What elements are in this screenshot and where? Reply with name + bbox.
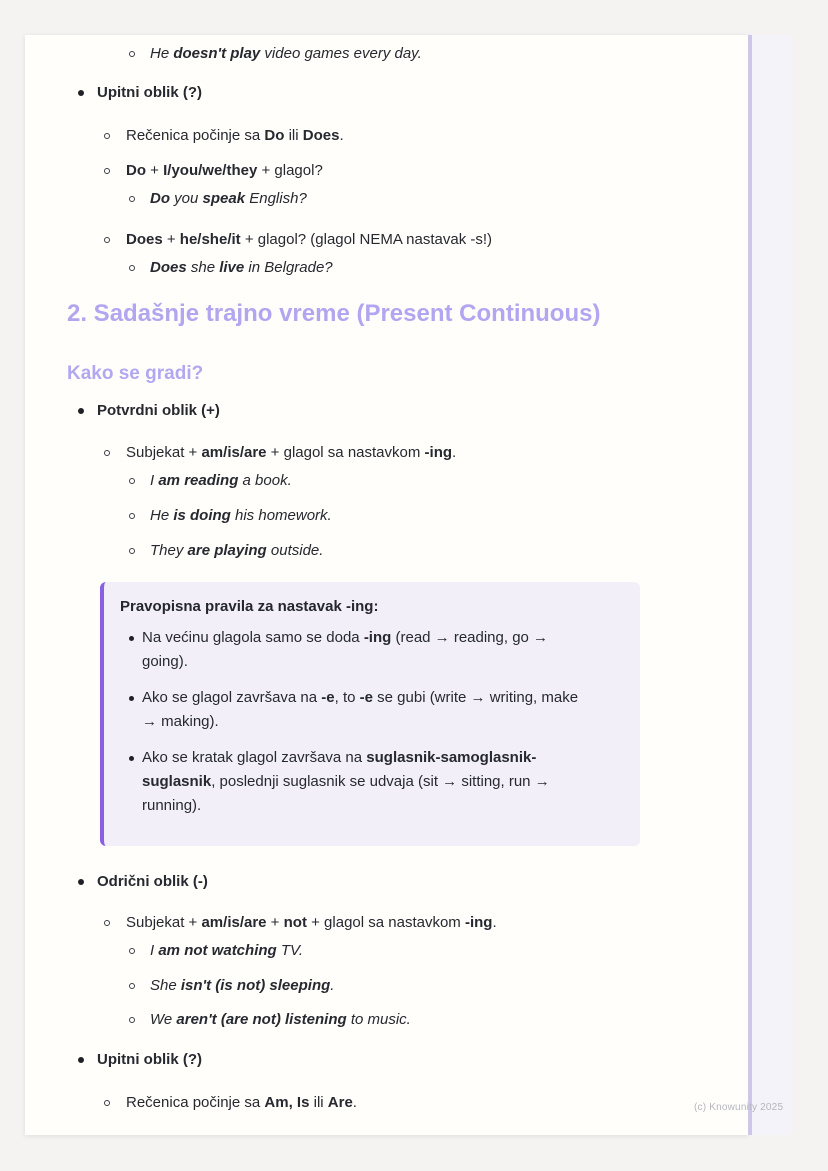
circle-bullet-icon [129,265,135,271]
pc-negative-example-1-line [25,940,748,962]
circle-bullet-icon [129,983,135,989]
next-page-edge [748,35,792,1135]
circle-bullet-icon [129,478,135,484]
bullet-icon [78,408,84,414]
ps-question-do-line [25,160,748,182]
pc-affirmative-rule-text: Subjekat + am/is/are + glagol sa nastavkom -ing. [126,444,457,461]
bullet-icon [129,636,134,641]
circle-bullet-icon [129,948,135,954]
pc-question-title-text: Upitni oblik (?) [97,1051,202,1068]
callout-item-2-text: Ako se glagol završava na -e, to -e se gubi (write → writing, make → making). [142,689,579,730]
bullet-icon [129,756,134,761]
bullet-icon [78,879,84,885]
circle-bullet-icon [104,920,110,926]
ps-question-does-text: Does + he/she/it + glagol? (glagol NEMA nastavak -s!) [126,231,493,248]
pc-affirmative-rule-line [25,442,748,464]
pc-negative-example-1-text: I am not watching TV. [150,942,304,959]
circle-bullet-icon [104,1100,110,1106]
document-page [25,35,748,1135]
callout-item-2 [120,686,595,734]
subheading-kako-se-gradi: Kako se gradi? [67,363,204,384]
spelling-rules-callout [100,582,640,846]
callout-item-1-text: Na većinu glagola samo se doda -ing (read → reading, go → going). [142,629,549,670]
ps-question-title-text: Upitni oblik (?) [97,84,202,101]
ps-question-rule-text: Rečenica počinje sa Do ili Does. [126,127,344,144]
bullet-icon [78,90,84,96]
pc-affirmative-title-text: Potvrdni oblik (+) [97,402,220,419]
pc-negative-rule-line [25,912,748,934]
pc-affirmative-example-3-text: They are playing outside. [150,542,324,559]
circle-bullet-icon [104,168,110,174]
pc-affirmative-example-2-line [25,505,748,527]
pc-affirmative-example-1-line [25,470,748,492]
bullet-icon [78,1057,84,1063]
ps-question-title-line [25,82,748,104]
circle-bullet-icon [129,51,135,57]
pc-affirmative-example-3-line [25,540,748,562]
pc-affirmative-title-line [25,400,748,422]
ps-question-does-line [25,229,748,251]
circle-bullet-icon [129,1017,135,1023]
circle-bullet-icon [129,548,135,554]
pc-affirmative-example-2-text: He is doing his homework. [150,507,332,524]
section-heading-present-continuous: 2. Sadašnje trajno vreme (Present Continuous) [67,300,601,327]
circle-bullet-icon [104,450,110,456]
pc-affirmative-example-1-text: I am reading a book. [150,472,292,489]
circle-bullet-icon [129,196,135,202]
callout-item-3 [120,746,595,818]
ps-negative-example-line [25,43,748,65]
watermark: (c) Knowunity 2025 [694,1102,784,1113]
pc-negative-rule-text: Subjekat + am/is/are + not + glagol sa nastavkom -ing. [126,914,497,931]
ps-question-do-example-text: Do you speak English? [150,190,307,207]
pc-question-rule-text: Rečenica počinje sa Am, Is ili Are. [126,1094,357,1111]
callout-title: Pravopisna pravila za nastavak -ing: [120,598,379,615]
circle-bullet-icon [104,237,110,243]
pc-negative-example-3-text: We aren't (are not) listening to music. [150,1011,411,1028]
ps-question-does-example-line [25,257,748,279]
callout-item-3-text: Ako se kratak glagol završava na suglasnik-samoglasnik-suglasnik, poslednji suglasnik se udvaja (sit → sitting, run → running). [142,749,550,814]
ps-question-rule-line [25,125,748,147]
pc-question-rule-line [25,1092,748,1114]
pc-negative-example-3-line [25,1009,748,1031]
ps-question-does-example-text: Does she live in Belgrade? [150,259,333,276]
pc-negative-title-text: Odrični oblik (-) [97,873,208,890]
pc-negative-example-2-text: She isn't (is not) sleeping. [150,977,335,994]
pc-negative-title-line [25,871,748,893]
ps-negative-example-text: He doesn't play video games every day. [150,45,422,62]
circle-bullet-icon [104,133,110,139]
circle-bullet-icon [129,513,135,519]
ps-question-do-text: Do + I/you/we/they + glagol? [126,162,323,179]
ps-question-do-example-line [25,188,748,210]
pc-question-title-line [25,1049,748,1071]
callout-item-1 [120,626,595,674]
pc-negative-example-2-line [25,975,748,997]
bullet-icon [129,696,134,701]
